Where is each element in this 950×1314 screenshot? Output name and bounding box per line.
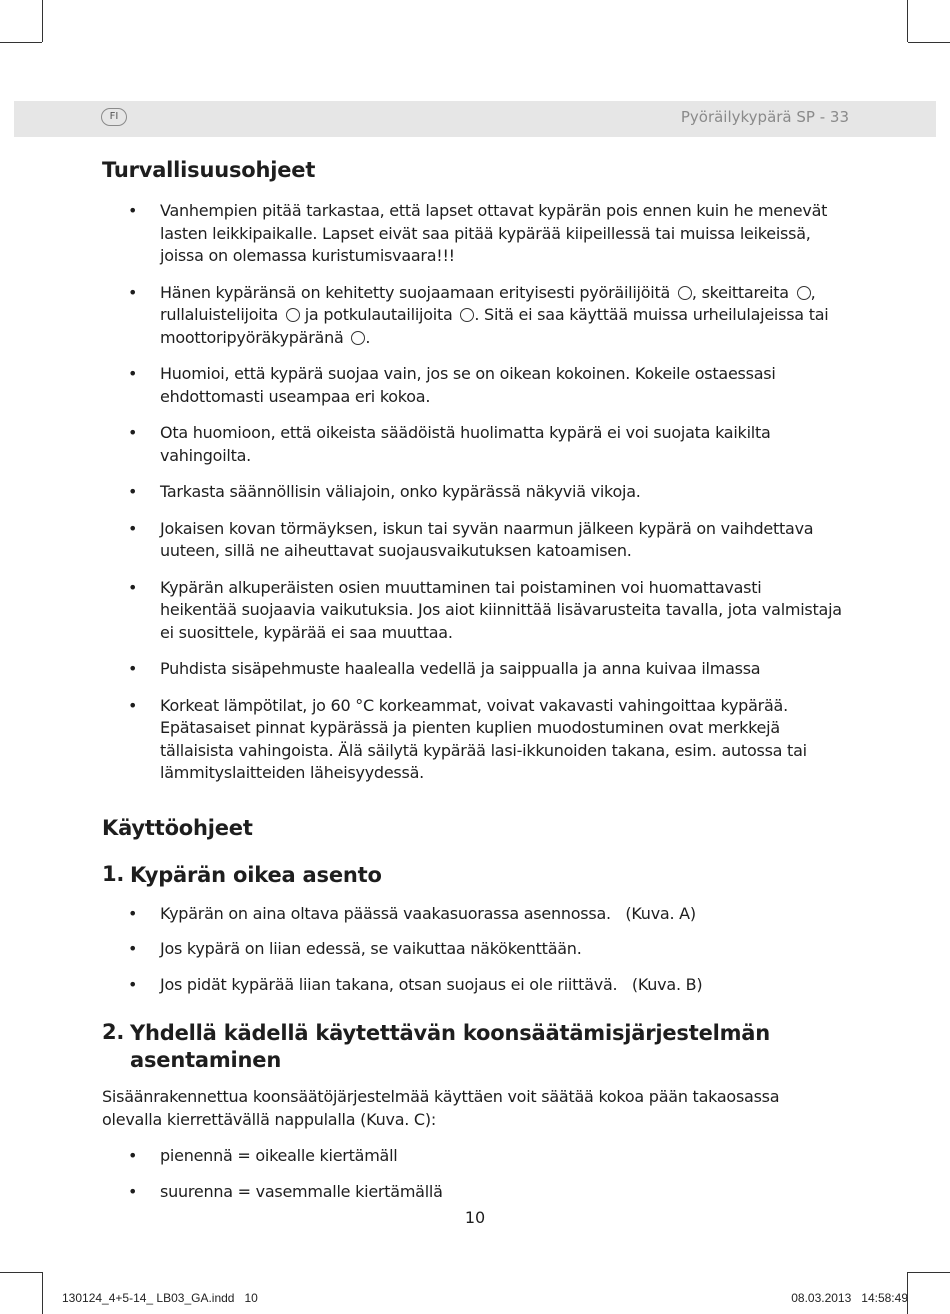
section-title: Yhdellä kädellä käytettävän koonsäätämisjärjestelmän asentaminen [130, 1021, 771, 1072]
list-item: • Tarkasta säännöllisin väliajoin, onko kypärässä näkyviä vikoja. [128, 482, 641, 501]
safety-list [102, 200, 842, 785]
list-item: • Hänen kypäränsä on kehitetty suojaamaan erityisesti pyöräilijöitä , skeittareita , rullaluistelijoita ja potkulautailijoita . Sitä ei saa käyttää muissa urheilulajeissa tai moottoripyöräkypäränä . [128, 282, 829, 347]
running-head: Pyöräilykypärä SP - 33 [680, 108, 849, 126]
list-item: • Huomioi, että kypärä suojaa vain, jos se on oikean kokoinen. Kokeile ostaessasi ehdottomasti useampaa eri kokoa. [128, 364, 776, 406]
crop-mark [42, 1272, 43, 1314]
list-item: • Korkeat lämpötilat, jo 60 °C korkeammat, voivat vakavasti vahingoittaa kypärää. Epätasaiset pinnat kypärässä ja pienten kuplien muodostuminen ovat merkkejä tällaisista vahingoista. Älä säilytä kypärää lasi-ikkunoiden takana, esim. autossa tai lämmityslaitteiden läheisyydessä. [128, 695, 807, 782]
crop-mark [42, 0, 43, 42]
list-item: • Kypärän on aina oltava päässä vaakasuorassa asennossa. (Kuva. A) [128, 903, 696, 923]
skateboarder-symbol-icon [797, 286, 811, 300]
crop-mark [907, 0, 908, 42]
usage-heading: Käyttöohjeet [102, 815, 253, 840]
list-item: • Jokaisen kovan törmäyksen, iskun tai syvän naarmun jälkeen kypärä on vaihdettava uuteen, sillä ne aiheuttavat suojausvaikutuksen katoamisen. [128, 518, 814, 560]
list-item: • Jos kypärä on liian edessä, se vaikuttaa näkökenttään. [128, 939, 582, 958]
print-slug-date: 08.03.2013 14:58:49 [791, 1291, 908, 1305]
section-2-paragraph: Sisäänrakennettua koonsäätöjärjestelmää käyttäen voit säätää kokoa pään takaosassa olevalla kierrettävällä nappulalla (Kuva. C): [102, 1087, 780, 1129]
crop-mark [0, 42, 42, 43]
print-slug-file: 130124_4+5-14_ LB03_GA.indd 10 [62, 1291, 258, 1305]
section-2-heading [102, 1020, 842, 1074]
list-item: • pienennä = oikealle kiertämäll [128, 1146, 398, 1165]
safety-heading: Turvallisuusohjeet [102, 158, 316, 182]
no-motorcycle-symbol-icon [351, 331, 365, 345]
list-item: • Puhdista sisäpehmuste haalealla vedellä ja saippualla ja anna kuivaa ilmassa [128, 659, 761, 678]
section-number: 1. [102, 861, 125, 886]
section-1-heading [102, 862, 842, 889]
section-title: Kypärän oikea asento [130, 862, 382, 887]
crop-mark [0, 1272, 42, 1273]
list-item: • Vanhempien pitää tarkastaa, että lapset ottavat kypärän pois ennen kuin he menevät lasten leikkipaikalle. Lapset eivät saa pitää kypärää kiipeillessä tai muissa leikeissä, joissa on olemassa kuristumisvaara!!! [128, 201, 828, 265]
section-1-list [102, 903, 842, 997]
list-item: • suurenna = vasemmalle kiertämällä [128, 1181, 443, 1201]
page-content [102, 158, 842, 1216]
list-item: • Jos pidät kypärää liian takana, otsan suojaus ei ole riittävä. (Kuva. B) [128, 974, 703, 994]
list-item: • Ota huomioon, että oikeista säädöistä huolimatta kypärä ei voi suojata kaikilta vahingoilta. [128, 423, 771, 465]
page-number: 10 [464, 1208, 486, 1227]
scooter-symbol-icon [460, 308, 474, 322]
section-2-list [102, 1145, 842, 1203]
section-number: 2. [102, 1020, 125, 1044]
language-badge: FI [101, 108, 127, 126]
crop-mark [908, 42, 950, 43]
crop-mark [908, 1272, 950, 1273]
inline-skater-symbol-icon [286, 308, 300, 322]
cyclist-symbol-icon [678, 286, 692, 300]
list-item: • Kypärän alkuperäisten osien muuttaminen tai poistaminen voi huomattavasti heikentää suojaavia vaikutuksia. Jos aiot kiinnittää lisävarusteita tavalla, jota valmistaja ei suosittele, kypärää ei saa muuttaa. [128, 577, 842, 642]
